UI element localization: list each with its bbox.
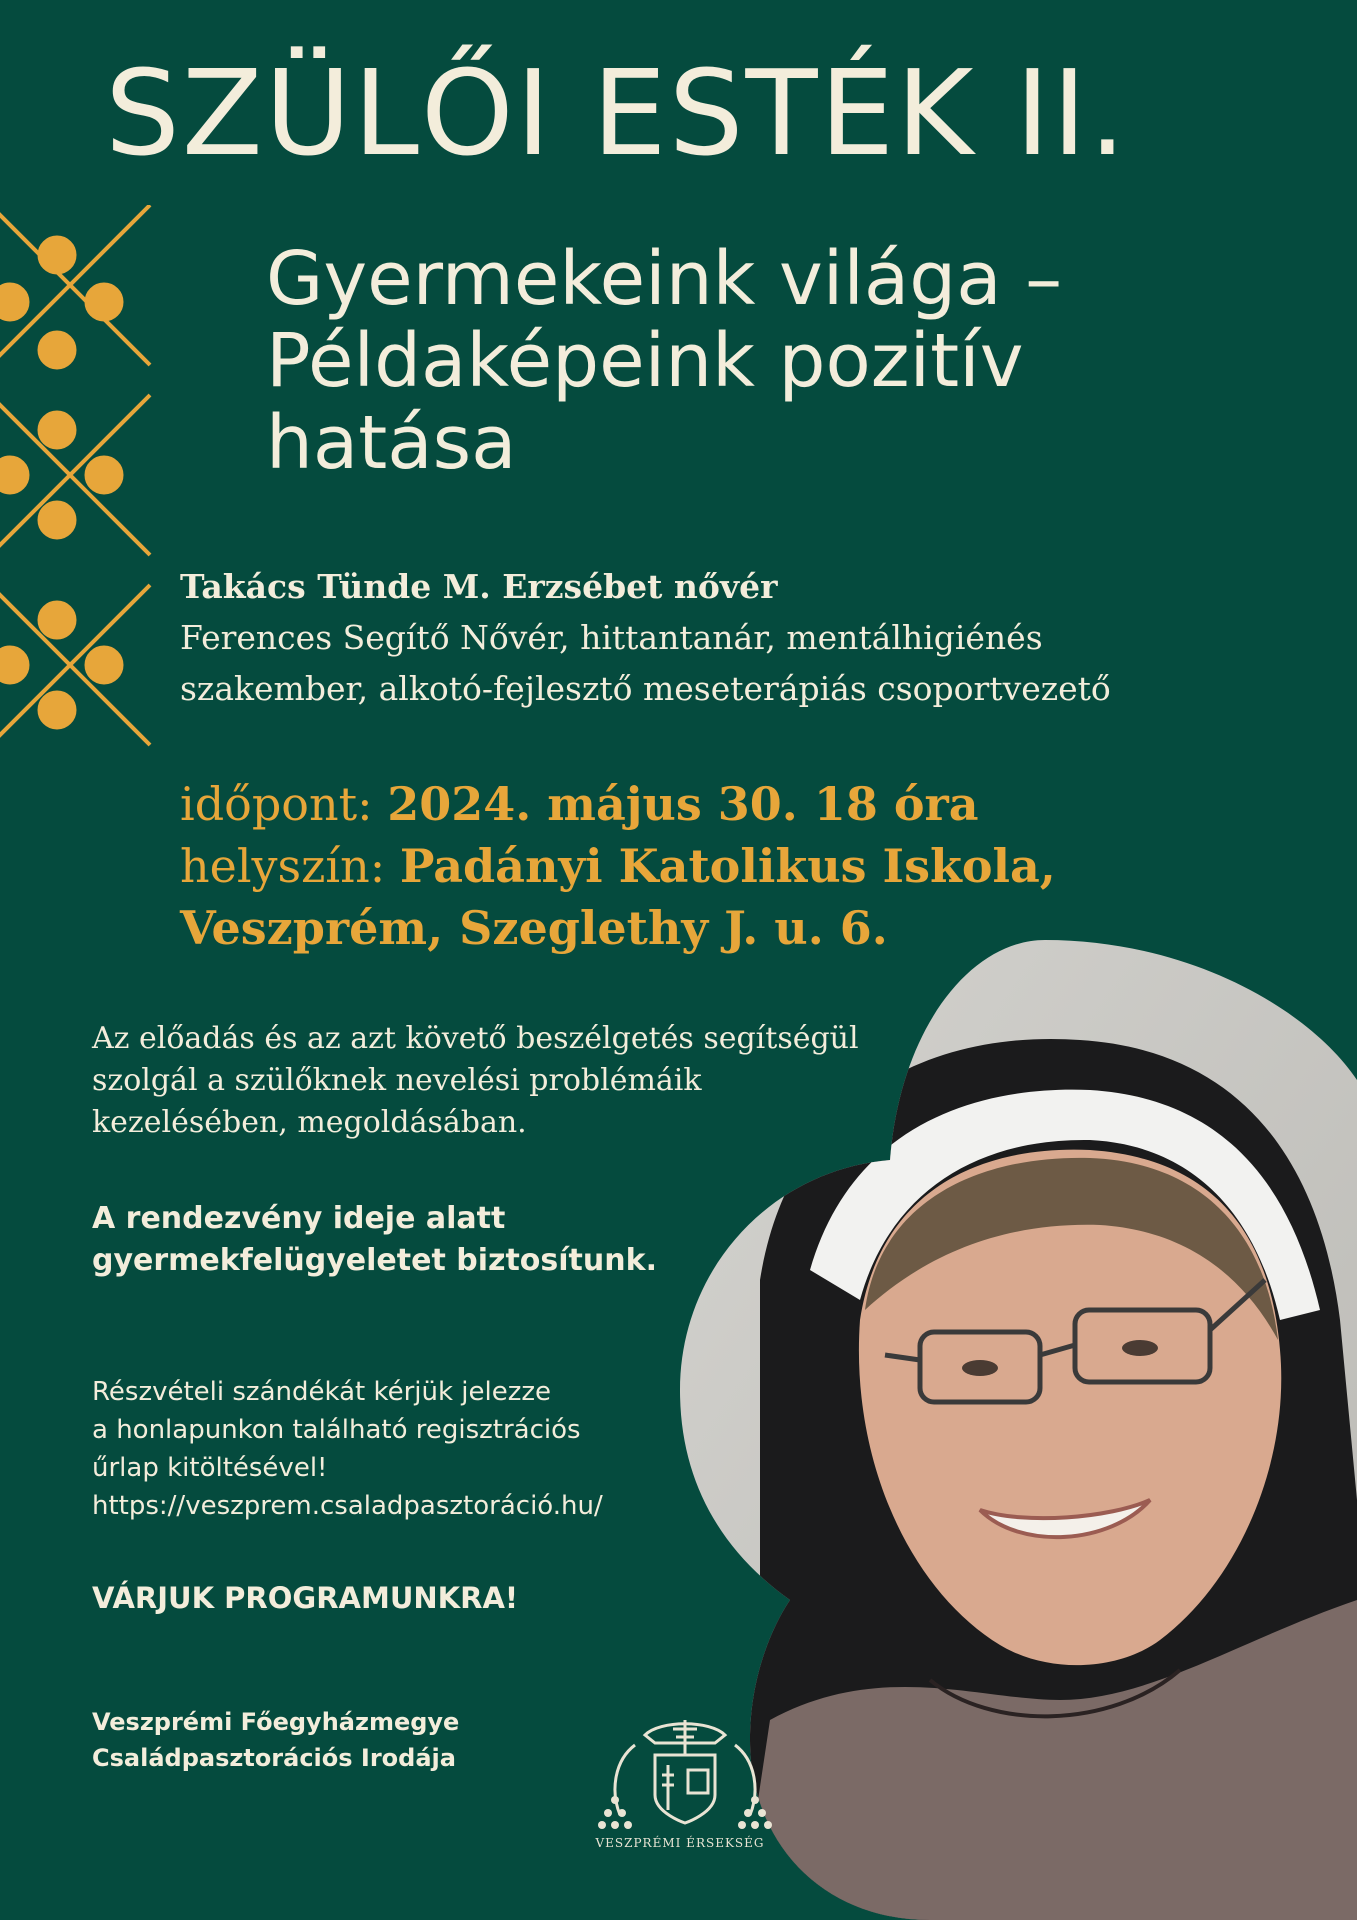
childcare-line: A rendezvény ideje alatt	[92, 1201, 506, 1236]
description-line: kezelésében, megoldásában.	[92, 1105, 527, 1140]
speaker-role: Ferences Segítő Nővér, hittantanár, mentálhigiénés	[180, 618, 1043, 657]
event-subtitle	[266, 238, 1326, 484]
subtitle-line: hatása	[266, 400, 517, 486]
speaker-block	[180, 561, 1310, 714]
registration-line: Részvételi szándékát kérjük jelezze	[92, 1377, 552, 1407]
organizer-line: Családpasztorációs Irodája	[92, 1744, 456, 1772]
event-description	[92, 1018, 892, 1144]
archdiocese-name: VESZPRÉMI ÉRSEKSÉG	[595, 1836, 765, 1850]
registration-line: a honlapunkon található regisztrációs	[92, 1415, 581, 1445]
childcare-notice	[92, 1198, 892, 1282]
registration-info	[92, 1373, 892, 1525]
speaker-name: Takács Tünde M. Erzsébet nővér	[180, 567, 778, 606]
page-title: SZÜLŐI ESTÉK II.	[105, 44, 1129, 182]
time-value: 2024. május 30. 18 óra	[387, 777, 979, 831]
event-info	[180, 773, 1330, 959]
organizer-line: Veszprémi Főegyházmegye	[92, 1708, 460, 1736]
description-line: szolgál a szülőknek nevelési problémáik	[92, 1063, 702, 1098]
place-value: Veszprém, Szeglethy J. u. 6.	[180, 901, 888, 955]
cross-ornament-icon	[0, 205, 160, 775]
place-value: Padányi Katolikus Iskola,	[399, 839, 1056, 893]
place-label: helyszín:	[180, 839, 386, 893]
registration-url[interactable]: https://veszprem.csaladpasztoráció.hu/	[92, 1491, 603, 1521]
welcome-text: VÁRJUK PROGRAMUNKRA!	[92, 1581, 519, 1615]
archdiocese-crest-icon	[590, 1715, 780, 1835]
speaker-role: szakember, alkotó-fejlesztő meseterápiás csoportvezető	[180, 669, 1111, 708]
subtitle-line: Gyermekeink világa –	[266, 236, 1063, 322]
subtitle-line: Példaképeink pozitív	[266, 318, 1024, 404]
time-label: időpont:	[180, 777, 373, 831]
organizer	[92, 1704, 652, 1776]
description-line: Az előadás és az azt követő beszélgetés segítségül	[92, 1021, 859, 1056]
registration-line: űrlap kitöltésével!	[92, 1453, 328, 1483]
childcare-line: gyermekfelügyeletet biztosítunk.	[92, 1243, 657, 1278]
